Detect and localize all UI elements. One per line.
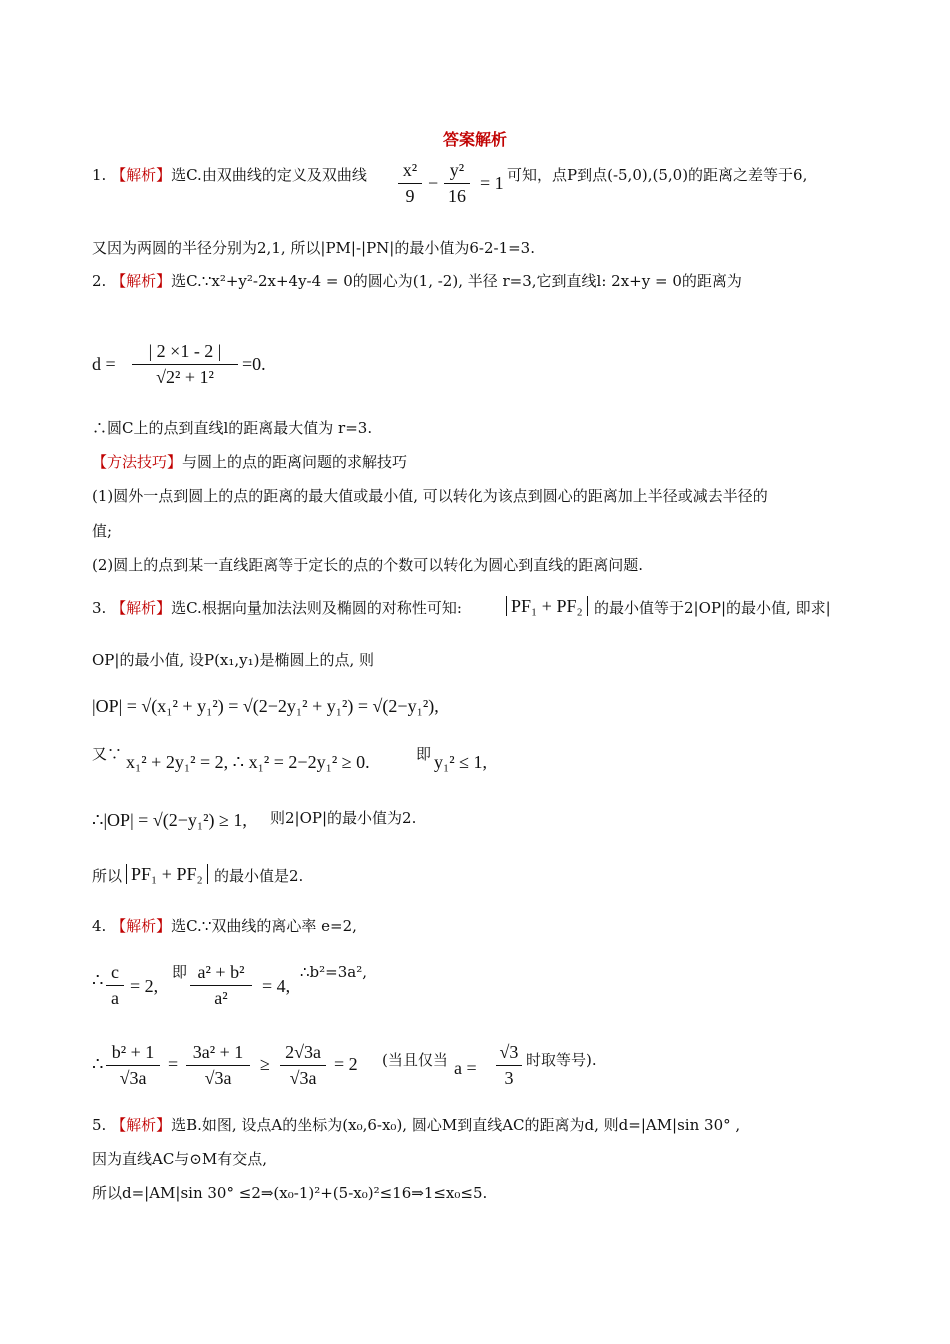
q3-last-post: 的最小值是2. xyxy=(214,867,304,885)
q4-note: (当且仅当 xyxy=(382,1051,448,1069)
q4-b2: ∴b²=3a², xyxy=(300,963,367,981)
q3-eq2b: y₁² ≤ 1, xyxy=(434,752,488,772)
page: 答案解析 1. 【解析】选C.由双曲线的定义及双曲线 x² 9 − y² 16 = 1 可知，点P到点(-5,0),(5,0)的距离之差等于6, 又因为两圆的半径分别为2,1, 所以|PM|-|PN|的最小值为6-2-1=3. 2. 【解析】选C.∵x²+y²-2x+4y-4 = 0的圆心为(1, -2), 半径 r=3,它到直线l: 2x+y = 0的距离为 d = | 2 ×1 - 2 | √2² + 1² =0. ∴圆C上的点到直线l的距离最大值为 r=3. 【方法技巧】与圆上的点的距离问题的求解技巧 (1)圆外一点到圆上的点的距离的最大值或最小值, 可以转化为该点到圆心的距离加上半径或减去半径的 值; (2)圆上的点到某一直线距离等于定长的点的个数可以转化为圆心到直线的距离问题. 3. 【解析】选C.根据向量加法法则及椭圆的对称性可知: PF₁ + PF₂ 的最小值等于2|OP|的最小值, 即求| OP|的最小值, 设P(x₁,y₁)是椭圆上的点, 则 |OP| = √(x₁² + y₁²) = √(2−2y₁² + y₁²) = √(2−y₁²), 又∵ x₁² + 2y₁² = 2, ∴ x₁² = 2−2y₁² ≥ 0. 即 y₁² ≤ 1, ∴|OP| = √(2−y₁²) ≥ 1, 则2|OP|的最小值为2. 所以 PF₁ + PF₂ 的最小值是2. 4. 【解析】选C.∵双曲线的离心率 e=2, ∴ c a = 2, 即 a² + b² a² = 4, ∴b²=3a², ∴ b² + 1 √3a = 3a² + 1 √3a ≥ 2√3a √3a = 2 (当且仅当 a = √3 3 时取等号). 5. 【解析】选B.如图, 设点A的坐标为(x₀,6-x₀), 圆心M到直线AC的距离为d, 则d=|AM|sin 30° , 因为直线AC与⊙M有交点, 所以d=|AM|sin 30° ≤2⇒(x₀-1)²+(5-x₀)²≤16⇒1≤x₀≤5. xyxy=(0,0,950,1344)
q3-tag: 【解析】 xyxy=(111,599,172,617)
q1-frac-y: y² 16 xyxy=(444,160,470,207)
q4-frac-5: 2√3a √3a xyxy=(280,1042,326,1089)
tip-tag: 【方法技巧】 xyxy=(92,453,183,471)
q3-line1: 3. 【解析】选C.根据向量加法法则及椭圆的对称性可知: xyxy=(92,599,462,617)
q2-tag: 【解析】 xyxy=(111,272,172,290)
q1-pre: 选C.由双曲线的定义及双曲线 xyxy=(171,166,367,184)
q3-eq3-post: 则2|OP|的最小值为2. xyxy=(270,809,417,827)
q1-frac-x: x² 9 xyxy=(398,160,422,207)
q4-line1: 4. 【解析】选C.∵双曲线的离心率 e=2, xyxy=(92,917,357,935)
q3-you: 又∵ xyxy=(92,745,123,763)
q5-line3: 所以d=|AM|sin 30° ≤2⇒(x₀-1)²+(5-x₀)²≤16⇒1≤x₀≤5. xyxy=(92,1184,488,1202)
q3-eq2: x₁² + 2y₁² = 2, ∴ x₁² = 2−2y₁² ≥ 0. xyxy=(126,752,370,772)
q2-line1: 2. 【解析】选C.∵x²+y²-2x+4y-4 = 0的圆心为(1, -2), 半径 r=3,它到直线l: 2x+y = 0的距离为 xyxy=(92,272,742,290)
q4-therefore-2: ∴ xyxy=(92,1054,104,1074)
q4-note2: 时取等号). xyxy=(526,1051,597,1069)
q1-minus: − xyxy=(428,173,439,193)
q2-conclusion: ∴圆C上的点到直线l的距离最大值为 r=3. xyxy=(92,419,373,437)
tip-heading: 【方法技巧】与圆上的点的距离问题的求解技巧 xyxy=(92,453,408,471)
q1-tag: 【解析】 xyxy=(111,166,172,184)
q4-frac-6: √3 3 xyxy=(496,1042,522,1089)
q4-frac-4: 3a² + 1 √3a xyxy=(186,1042,250,1089)
q5-line2: 因为直线AC与⊙M有交点, xyxy=(92,1150,268,1168)
q4-frac-3: b² + 1 √3a xyxy=(106,1042,160,1089)
q1-number: 1. xyxy=(92,166,107,184)
q4-eq2: = 4, xyxy=(262,976,291,996)
tip-2: (2)圆上的点到某一直线距离等于定长的点的个数可以转化为圆心到直线的距离问题. xyxy=(92,556,644,574)
q2-distance-frac: | 2 ×1 - 2 | √2² + 1² xyxy=(132,341,238,388)
tip-1b: 值; xyxy=(92,522,113,540)
q4-a-eq: a = xyxy=(454,1058,477,1078)
q3-last-vec: PF₁ + PF₂ xyxy=(126,864,208,884)
q3-post: 的最小值等于2|OP|的最小值, 即求| xyxy=(594,599,831,617)
q1-line2: 又因为两圆的半径分别为2,1, 所以|PM|-|PN|的最小值为6-2-1=3. xyxy=(92,239,535,257)
q3-last-pre: 所以 xyxy=(92,867,123,885)
q3-line2: OP|的最小值, 设P(x₁,y₁)是椭圆上的点, 则 xyxy=(92,651,375,669)
q5-tag: 【解析】 xyxy=(111,1116,172,1134)
tip-1a: (1)圆外一点到圆上的点的距离的最大值或最小值, 可以转化为该点到圆心的距离加上半径或减去半径的 xyxy=(92,487,768,505)
q1-line1 xyxy=(92,165,367,185)
q2-d-rhs: =0. xyxy=(242,354,266,374)
q4-therefore: ∴ xyxy=(92,970,104,990)
q4-eq1: = 2, xyxy=(130,976,159,996)
q1-eq: = 1 xyxy=(480,173,504,193)
q3-eq1: |OP| = √(x₁² + y₁²) = √(2−2y₁² + y₁²) = √(2−y₁²), xyxy=(92,696,439,716)
q3-ji: 即 xyxy=(416,745,432,763)
q3-eq3: ∴|OP| = √(2−y₁²) ≥ 1, xyxy=(92,810,247,830)
q4-frac-ca: c a xyxy=(106,962,124,1009)
q4-tag: 【解析】 xyxy=(111,917,172,935)
page-title: 答案解析 xyxy=(442,130,507,149)
q3-vector-sum: PF₁ + PF₂ xyxy=(506,596,588,616)
q1-post: 可知，点P到点(-5,0),(5,0)的距离之差等于6, xyxy=(507,166,808,184)
q2-d-lhs: d = xyxy=(92,354,116,374)
q4-eq3: = 2 xyxy=(334,1054,358,1074)
q4-ji: 即 xyxy=(172,963,188,981)
q4-frac-ab: a² + b² a² xyxy=(190,962,252,1009)
q5-line1: 5. 【解析】选B.如图, 设点A的坐标为(x₀,6-x₀), 圆心M到直线AC的距离为d, 则d=|AM|sin 30° , xyxy=(92,1116,741,1134)
